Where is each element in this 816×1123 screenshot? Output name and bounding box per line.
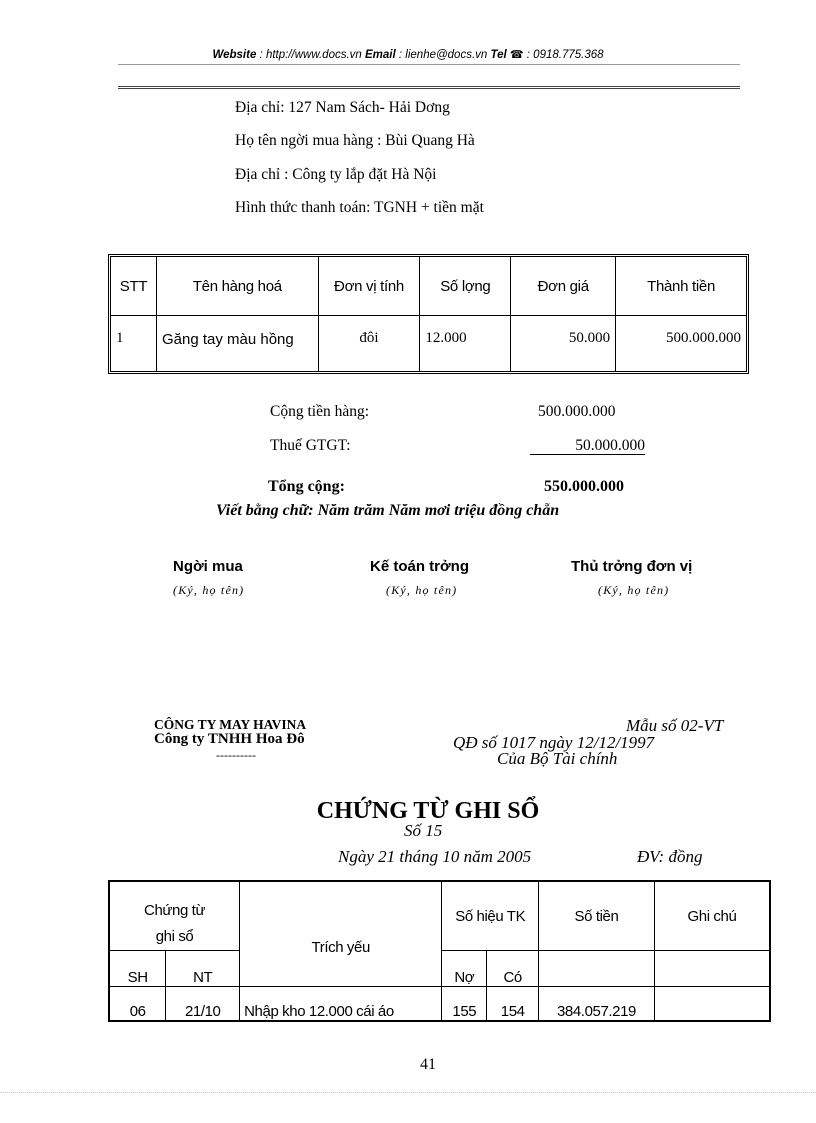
sh-header: SH xyxy=(109,951,166,987)
payment-method: Hình thức thanh toán: TGNH + tiền mặt xyxy=(235,199,484,216)
voucher-header-row xyxy=(109,881,770,951)
nt-cell: 21/10 xyxy=(166,987,240,1021)
header-cell: STT xyxy=(111,257,157,316)
signature-accountant-sub: (Ký, họ tên) xyxy=(386,583,458,597)
invoice-table xyxy=(110,256,747,372)
price-cell: 50.000 xyxy=(511,316,616,372)
desc-cell: Nhập kho 12.000 cái áo xyxy=(240,987,442,1021)
subtotal-label: Cộng tiền hàng: xyxy=(270,403,370,420)
vat-label: Thuế GTGT: xyxy=(270,437,351,454)
chungtu-header xyxy=(109,881,240,951)
company-name-2: Công ty TNHH Hoa Đô xyxy=(154,731,305,747)
header-cell: Tên hàng hoá xyxy=(156,257,318,316)
buyer-address: Địa chỉ : Công ty lắp đặt Hà Nội xyxy=(235,166,437,183)
subtotal-value: 500.000.000 xyxy=(538,403,616,420)
seller-address: Địa chỉ: 127 Nam Sách- Hải Dơng xyxy=(235,99,450,116)
page-number: 41 xyxy=(420,1056,436,1073)
voucher-title: CHỨNG TỪ GHI SỔ xyxy=(316,798,540,824)
table-row xyxy=(111,316,747,372)
sohieu-header: Số hiệu TK xyxy=(442,881,539,951)
vat-value: 50.000.000 xyxy=(530,437,645,455)
tel-label: Tel xyxy=(490,49,507,61)
grand-total-label: Tổng cộng: xyxy=(268,478,345,495)
company-name-1: CÔNG TY MAY HAVINA xyxy=(154,717,307,732)
amount-in-words: Viết bằng chữ: Năm trăm Năm mơi triệu đồng chẵn xyxy=(216,502,560,519)
voucher-table xyxy=(108,880,771,1022)
voucher-date: Ngày 21 tháng 10 năm 2005 xyxy=(338,847,532,866)
table-row xyxy=(109,987,770,1021)
ghichu-subheader xyxy=(654,951,770,987)
sotien-header: Số tiền xyxy=(539,881,655,951)
header-cell: Thành tiền xyxy=(616,257,747,316)
email-value[interactable]: : lienhe@docs.vn xyxy=(395,49,491,61)
header-cell: Đơn vị tính xyxy=(318,257,420,316)
company-dashes: ---------- xyxy=(216,748,256,762)
invoice-header-row xyxy=(111,257,747,316)
note-cell xyxy=(654,987,770,1021)
unit-cell: đôi xyxy=(318,316,420,372)
chungtu-header-line2: ghi sổ xyxy=(155,928,194,945)
amount-cell: 384.057.219 xyxy=(539,987,655,1021)
co-cell: 154 xyxy=(487,987,539,1021)
header-cell: Số lợng xyxy=(420,257,511,316)
total-cell: 500.000.000 xyxy=(616,316,747,372)
trichyeu-header: Trích yếu xyxy=(240,881,442,987)
signature-accountant-title: Kế toán trởng xyxy=(370,558,469,575)
buyer-name: Họ tên ngời mua hàng : Bùi Quang Hà xyxy=(235,132,475,149)
signature-buyer-title: Ngời mua xyxy=(173,558,243,575)
website-label: Website xyxy=(212,49,257,61)
decision-number: QĐ số 1017 ngày 12/12/1997 xyxy=(453,733,655,752)
sotien-subheader xyxy=(539,951,655,987)
item-name-cell: Găng tay màu hồng xyxy=(156,316,318,372)
no-cell: 155 xyxy=(442,987,487,1021)
website-value[interactable]: : http://www.docs.vn xyxy=(256,49,366,61)
tel-value: : 0918.775.368 xyxy=(523,49,604,61)
phone-icon: ☎ xyxy=(509,49,524,61)
signature-buyer-sub: (Ký, họ tên) xyxy=(173,583,245,597)
co-header: Có xyxy=(487,951,539,987)
page-header xyxy=(0,48,816,61)
header-cell: Đơn giá xyxy=(511,257,616,316)
qty-cell: 12.000 xyxy=(420,316,511,372)
issuer: Của Bộ Tài chính xyxy=(497,749,618,768)
email-label: Email xyxy=(365,49,396,61)
no-header: Nợ xyxy=(442,951,487,987)
stt-cell: 1 xyxy=(111,316,157,372)
header-rule xyxy=(118,64,740,65)
header-double-rule xyxy=(118,86,740,90)
sh-cell: 06 xyxy=(109,987,166,1021)
currency-unit: ĐV: đồng xyxy=(637,847,703,866)
ghichu-header: Ghi chú xyxy=(654,881,770,951)
footer-dotted-rule xyxy=(0,1092,816,1093)
form-number: Mẫu số 02-VT xyxy=(626,716,724,735)
voucher-number: Số 15 xyxy=(404,821,443,840)
chungtu-header-line1: Chứng từ xyxy=(144,902,206,919)
grand-total-value: 550.000.000 xyxy=(544,478,624,495)
signature-director-title: Thủ trởng đơn vị xyxy=(571,558,693,575)
signature-director-sub: (Ký, họ tên) xyxy=(598,583,670,597)
nt-header: NT xyxy=(166,951,240,987)
